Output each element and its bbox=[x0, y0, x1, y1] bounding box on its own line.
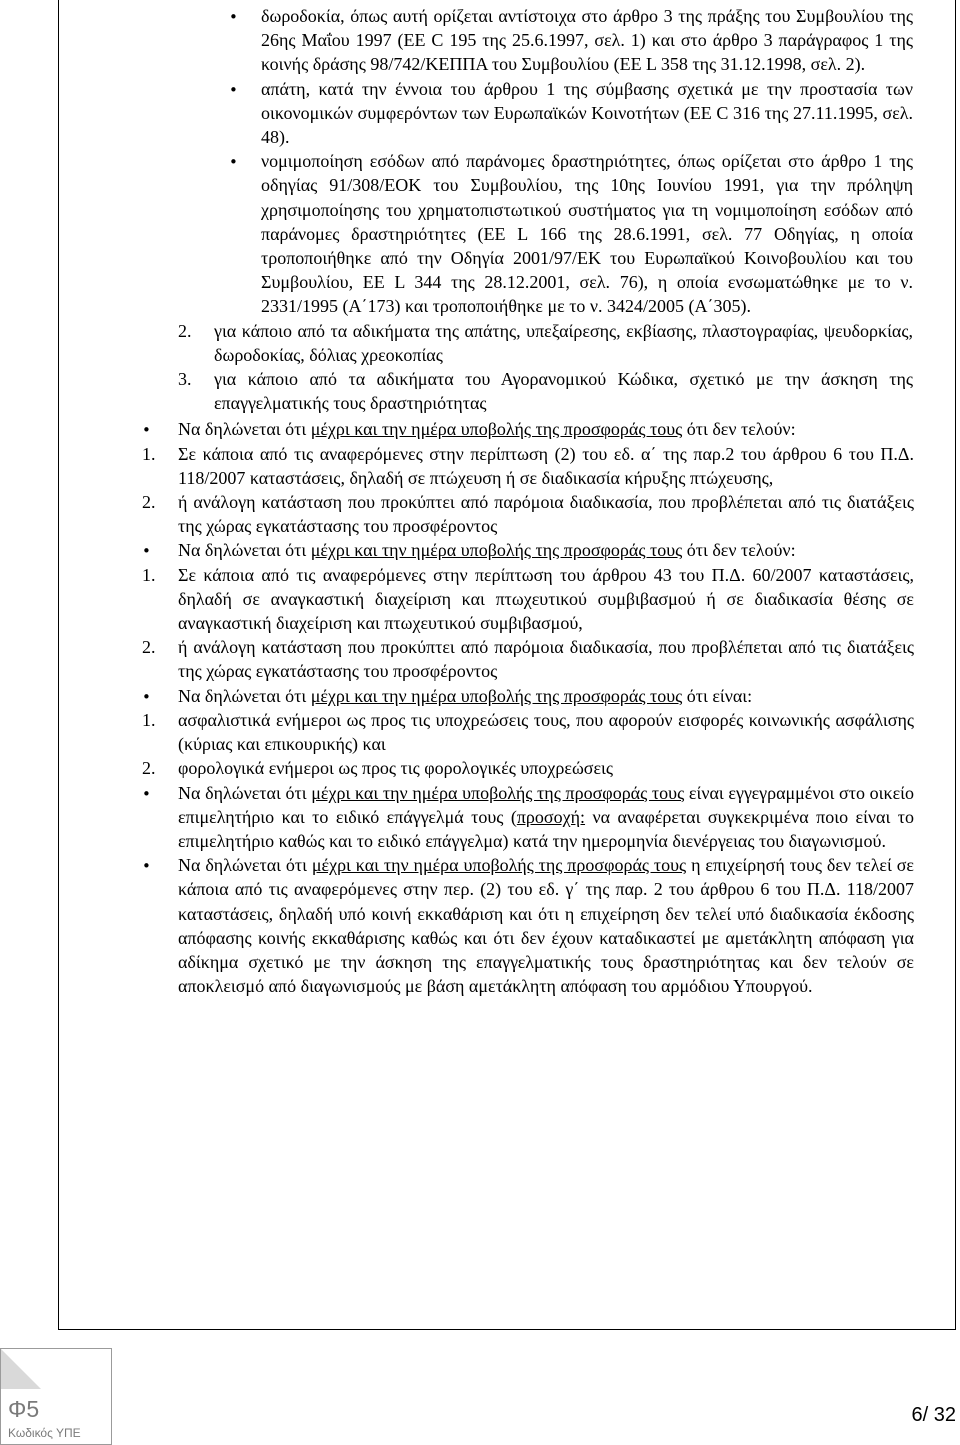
bullet-icon bbox=[229, 4, 238, 29]
item-number: 2. bbox=[142, 758, 156, 779]
bullet-icon bbox=[142, 684, 151, 709]
list-item: • νομιμοποίηση εσόδων από παράνομες δραστηριότητες, όπως ορίζεται στο άρθρο 1 της οδηγίας 91/308/ΕΟΚ του Συμβουλίου, της 10ης Ιουνίου 1991, για την πρόληψη χρησιμοποίησης του χρηματοπιστωτικού συστήματος για τη νομιμοποίηση εσόδων από παράνομες δραστηριότητες (ΕΕ L 166 της 28.6.1991, σελ. 77 Οδηγίας, η οποία τροποποιήθηκε από την Οδηγία 2001/97/ΕΚ του Ευρωπαϊκού Κοινοβουλίου και του Συμβουλίου, ΕΕ L 344 της 28.12.2001, σελ. 76), η οποία ενσωματώθηκε με το ν. 2331/1995 (Α΄173) και τροποποιήθηκε με το ν. 3424/2005 (Α΄305). bbox=[261, 149, 913, 318]
item-number: 3. bbox=[178, 369, 192, 390]
declaration-item: • Να δηλώνεται ότι μέχρι και την ημέρα υποβολής της προσφοράς τους η επιχείρησή τους δεν τελεί σε κάποια από τις αναφερόμενες στην περ. (2) του εδ. γ΄ της παρ. 2 του άρθρου 6 του Π.Δ. 118/2007 καταστάσεις, δηλαδή υπό κοινή εκκαθάριση και ότι η επιχείρηση δεν τελεί υπό διαδικασία έκδοσης απόφασης κοινής εκκαθάρισης καθώς και ότι δεν έχουν καταδικαστεί με αμετάκλητη απόφαση για αδίκημα σχετικό με την άσκηση της επαγγελματικής τους δραστηριότητας και δεν τελούν σε αποκλεισμό από διαγωνισμούς με βάση αμετάκλητη απόφαση του αρμόδιου Υπουργού. bbox=[178, 853, 914, 998]
declaration-item: • Να δηλώνεται ότι μέχρι και την ημέρα υποβολής της προσφοράς τους ότι είναι: bbox=[178, 684, 914, 708]
list-item: 2. για κάποιο από τα αδικήματα της απάτης, υπεξαίρεσης, εκβίασης, πλαστογραφίας, ψευδορκίας, δωροδοκίας, δόλιας χρεοκοπίας bbox=[178, 320, 913, 365]
item-number: 2. bbox=[178, 320, 192, 341]
item-number: 1. bbox=[142, 564, 156, 585]
item-number: 1. bbox=[142, 443, 156, 464]
bullet-icon bbox=[229, 149, 238, 174]
item-number: 1. bbox=[142, 709, 156, 730]
list-item: 2. φορολογικά ενήμεροι ως προς τις φορολογικές υποχρεώσεις bbox=[178, 756, 914, 780]
list-item: • απάτη, κατά την έννοια του άρθρου 1 της σύμβασης σχετικά με την προστασία των οικονομικών συμφερόντων των Ευρωπαϊκών Κοινοτήτων (ΕΕ C 316 της 27.11.1995, σελ. 48). bbox=[261, 77, 913, 150]
bullet-icon bbox=[142, 781, 151, 806]
emphasis-underlined: μέχρι και την ημέρα υποβολής της προσφοράς τους bbox=[311, 782, 685, 803]
bullet-icon bbox=[142, 538, 151, 563]
declaration-item: • Να δηλώνεται ότι μέχρι και την ημέρα υποβολής της προσφοράς τους είναι εγγεγραμμένοι στο οικείο επιμελητήριο και το ειδικό επάγγελμά τους (προσοχή: να αναφέρεται συγκεκριμένα ποιο είναι το επιμελητήριο καθώς και το ειδικό επάγγελμα) κατά την ημερομηνία διενέργειας του διαγωνισμού. bbox=[178, 781, 914, 854]
form-code: Φ5 bbox=[8, 1396, 40, 1422]
list-item: 1. ασφαλιστικά ενήμεροι ως προς τις υποχρεώσεις τους, που αφορούν εισφορές κοινωνικής ασφάλισης (κύριας και επικουρικής) και bbox=[142, 709, 914, 755]
note-label: προσοχή: bbox=[516, 806, 586, 827]
page-number: 6/ 32 bbox=[911, 1404, 956, 1426]
bullet-icon bbox=[142, 417, 151, 442]
corner-fold-icon bbox=[1, 1349, 41, 1389]
emphasis-underlined: μέχρι και την ημέρα υποβολής της προσφοράς τους bbox=[311, 855, 687, 876]
document-body bbox=[0, 4, 960, 998]
bullet-icon bbox=[229, 77, 238, 102]
list-item: 1. Σε κάποια από τις αναφερόμενες στην περίπτωση του άρθρου 43 του Π.Δ. 60/2007 καταστάσεις, δηλαδή σε αναγκαστική διαχείριση και πτωχευτικού συμβιβασμού ή σε διαδικασία θέσης σε αναγκαστική διαχείριση και πτωχευτικού συμβιβασμού, bbox=[142, 564, 914, 634]
declaration-item: • Να δηλώνεται ότι μέχρι και την ημέρα υποβολής της προσφοράς τους ότι δεν τελούν: bbox=[178, 538, 914, 562]
bullet-icon bbox=[142, 853, 151, 878]
item-number: 2. bbox=[142, 637, 156, 658]
list-item: 2. ή ανάλογη κατάσταση που προκύπτει από παρόμοια διαδικασία, που προβλέπεται από τις διατάξεις της χώρας εγκατάστασης του προσφέροντος bbox=[142, 492, 914, 537]
declaration-item: • Να δηλώνεται ότι μέχρι και την ημέρα υποβολής της προσφοράς τους ότι δεν τελούν: bbox=[178, 417, 914, 441]
emphasis-underlined: μέχρι και την ημέρα υποβολής της προσφοράς τους bbox=[310, 419, 683, 440]
list-item: 3. για κάποιο από τα αδικήματα του Αγορανομικού Κώδικα, σχετικό με την άσκηση της επαγγελματικής τους δραστηριότητας bbox=[178, 369, 913, 414]
form-code-label: Κωδικός ΥΠΕ bbox=[8, 1426, 81, 1440]
emphasis-underlined: μέχρι και την ημέρα υποβολής της προσφοράς τους bbox=[310, 540, 683, 561]
list-item: 2. ή ανάλογη κατάσταση που προκύπτει από παρόμοια διαδικασία, που προβλέπεται από τις διατάξεις της χώρας εγκατάστασης του προσφέροντος bbox=[142, 637, 914, 682]
list-item: • δωροδοκία, όπως αυτή ορίζεται αντίστοιχα στο άρθρο 3 της πράξης του Συμβουλίου της 26ης Μαΐου 1997 (ΕΕ C 195 της 25.6.1997, σελ. 1) και στο άρθρο 3 παράγραφος 1 της κοινής δράσης 98/742/ΚΕΠΠΑ του Συμβουλίου (ΕΕ L 358 της 31.12.1998, σελ. 2). bbox=[261, 4, 913, 77]
item-number: 2. bbox=[142, 492, 156, 513]
emphasis-underlined: μέχρι και την ημέρα υποβολής της προσφοράς τους bbox=[310, 685, 683, 706]
list-item: 1. Σε κάποια από τις αναφερόμενες στην περίπτωση (2) του εδ. α΄ της παρ.2 του άρθρου 6 του Π.Δ. 118/2007 καταστάσεις, δηλαδή σε πτώχευση ή σε διαδικασία κήρυξης πτώχευσης, bbox=[142, 443, 914, 488]
